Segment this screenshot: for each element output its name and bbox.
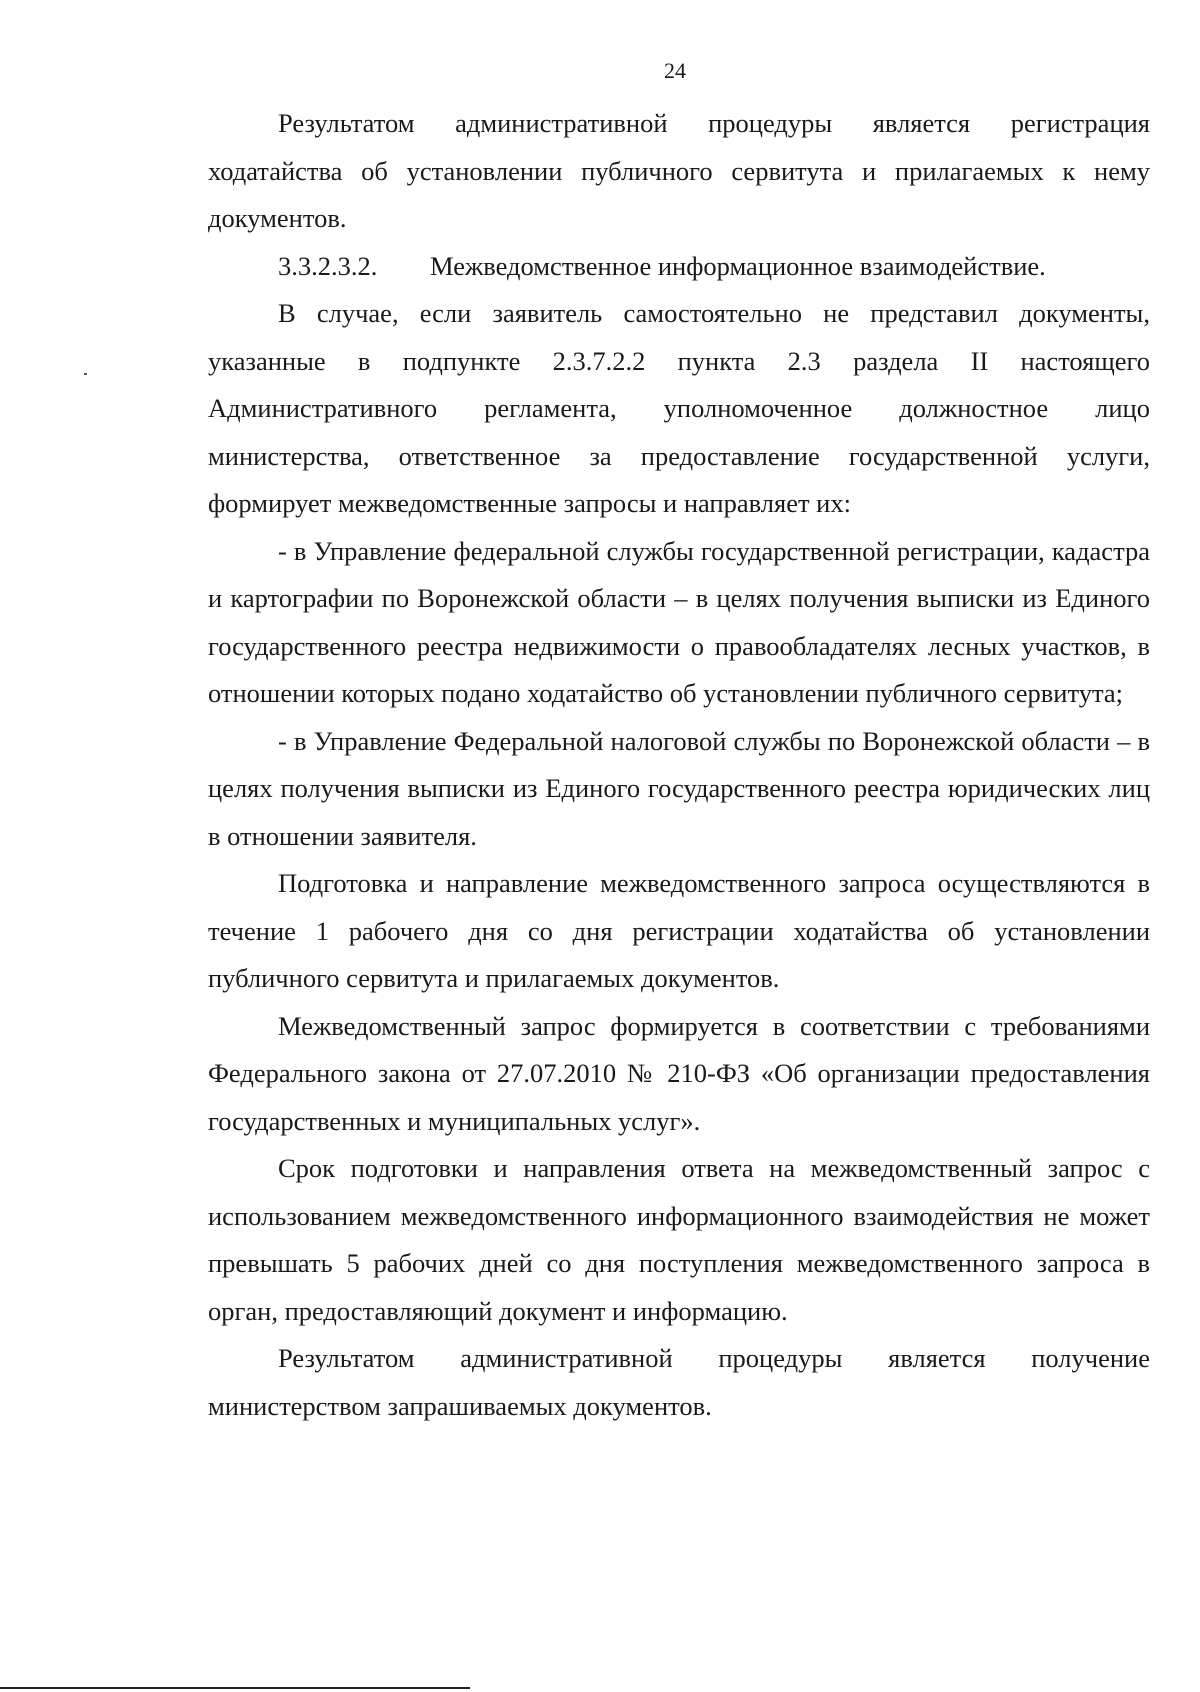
paragraph-federal-law: Межведомственный запрос формируется в соответствии с требованиями Федерального закона от 27.07.2010 № 210-ФЗ «Об организации предоставления государственных и муниципальных услуг». bbox=[208, 1010, 1150, 1136]
paragraph-interagency-requests: В случае, если заявитель самостоятельно не представил документы, указанные в подпункте 2.3.7.2.2 пункта 2.3 раздела II настоящего Административного регламента, уполномоченное должностное лицо министерства, ответственное за предоставление государственной услуги, формирует межведомственные запросы и направляет их: bbox=[208, 298, 1150, 518]
section-title: Межведомственное информационное взаимодействие. bbox=[430, 250, 1046, 281]
margin-mark bbox=[84, 373, 87, 375]
paragraph-response-term: Срок подготовки и направления ответа на межведомственный запрос с использованием межведомственного информационного взаимодействия не может превышать 5 рабочих дней со дня поступления межведомственного запроса в орган, предоставляющий документ и информацию. bbox=[208, 1153, 1150, 1326]
paragraph-result-documents: Результатом административной процедуры является получение министерством запрашиваемых документов. bbox=[208, 1343, 1150, 1421]
page-number: 24 bbox=[664, 58, 686, 83]
section-number: 3.3.2.3.2. bbox=[278, 250, 378, 281]
list-item-rosreestr: - в Управление федеральной службы государственной регистрации, кадастра и картографии по Воронежской области – в целях получения выписки из Единого государственного реестра недвижимости о правообладателях лесных участков, в отношении которых подано ходатайство об установлении публичного сервитута; bbox=[208, 535, 1150, 708]
document-body bbox=[208, 100, 1150, 1430]
paragraph-result-registration: Результатом административной процедуры является регистрация ходатайства об установлении публичного сервитута и прилагаемых к нему документов. bbox=[208, 108, 1150, 233]
section-heading bbox=[208, 243, 1150, 291]
footer-divider bbox=[0, 1687, 470, 1689]
list-item-tax-service: - в Управление Федеральной налоговой службы по Воронежской области – в целях получения выписки из Единого государственного реестра юридических лиц в отношении заявителя. bbox=[208, 725, 1150, 851]
paragraph-preparation-term: Подготовка и направление межведомственного запроса осуществляются в течение 1 рабочего дня со дня регистрации ходатайства об установлении публичного сервитута и прилагаемых документов. bbox=[208, 868, 1150, 993]
